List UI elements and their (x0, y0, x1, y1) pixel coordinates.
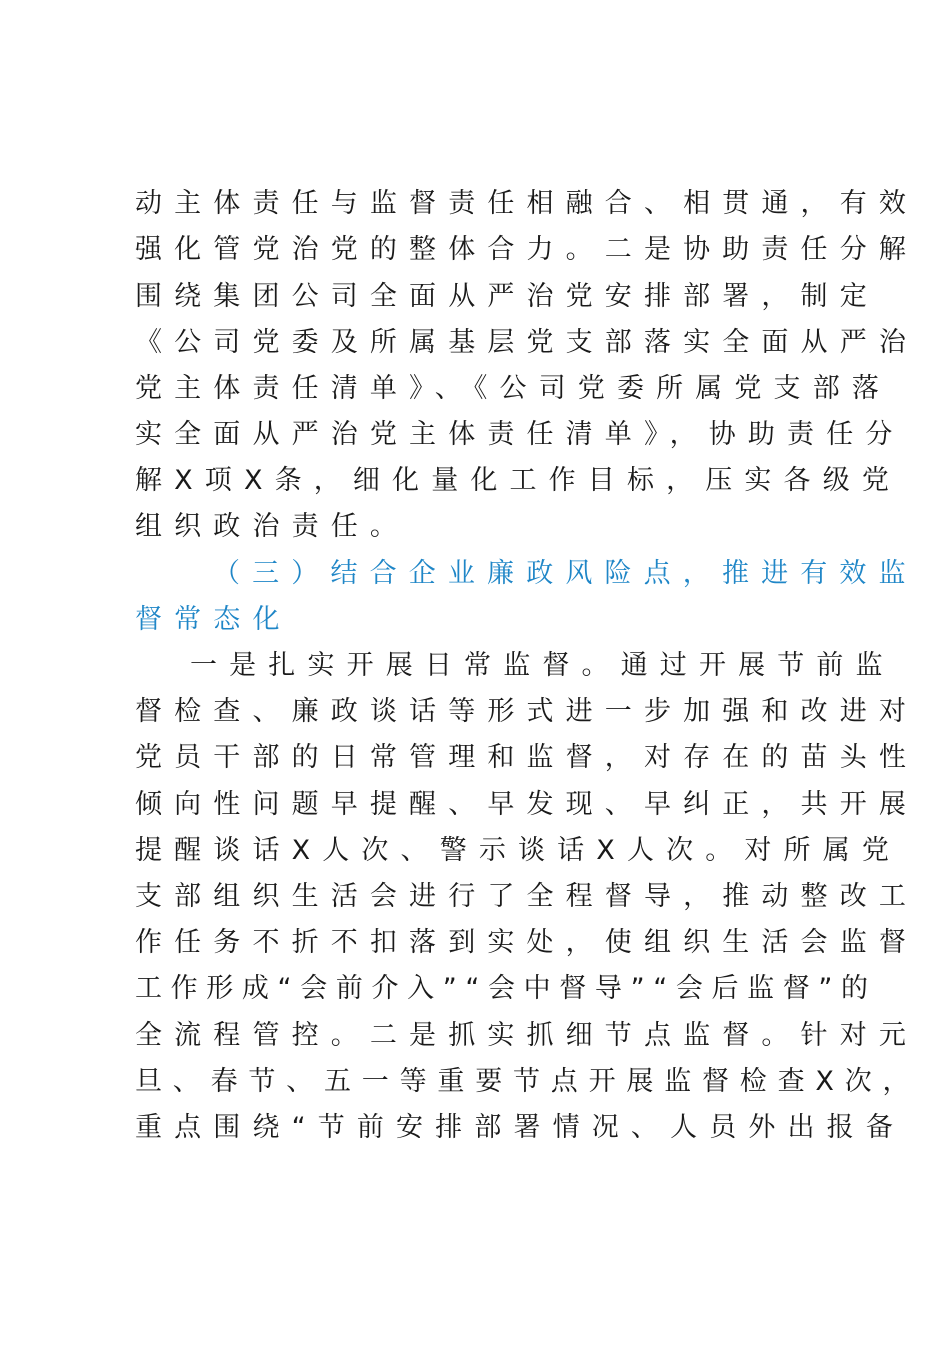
body-text-line: 围绕集团公司全面从严治党安排部署，制定 (135, 281, 879, 312)
body-text-line: 动主体责任与监督责任相融合、相贯通，有效 (135, 188, 918, 219)
section-heading-continuation: 督常态化 (135, 604, 292, 635)
body-text-line: 旦、春节、五一等重要节点开展监督检查X次， (135, 1066, 921, 1097)
body-text-line: 解X项X条，细化量化工作目标，压实各级党 (135, 465, 901, 496)
paragraph-first-line: 一是扎实开展日常监督。通过开展节前监 (190, 650, 895, 681)
body-text-line: 组织政治责任。 (135, 511, 410, 542)
body-text-line: 实全面从严治党主体责任清单》，协助责任分 (135, 419, 905, 450)
body-text-line: 倾向性问题早提醒、早发现、早纠正，共开展 (135, 789, 918, 820)
body-text-line: 全流程管控。二是抓实抓细节点监督。针对元 (135, 1020, 918, 1051)
body-text-line: 工作形成“会前介入”“会中督导”“会后监督”的 (135, 973, 877, 1004)
section-heading: （三）结合企业廉政风险点，推进有效监 (213, 558, 918, 589)
body-text-line: 提醒谈话X人次、警示谈话X人次。对所属党 (135, 835, 901, 866)
body-text-line: 支部组织生活会进行了全程督导，推动整改工 (135, 881, 918, 912)
body-text-line: 《公司党委及所属基层党支部落实全面从严治 (135, 327, 918, 358)
body-text-line: 党员干部的日常管理和监督，对存在的苗头性 (135, 742, 918, 773)
body-text-line: 党主体责任清单》、《公司党委所属党支部落 (135, 373, 891, 404)
body-text-line: 作任务不折不扣落到实处，使组织生活会监督 (135, 927, 918, 958)
body-text-line: 强化管党治党的整体合力。二是协助责任分解 (135, 234, 918, 265)
body-text-line: 重点围绕“节前安排部署情况、人员外出报备 (135, 1112, 905, 1143)
body-text-line: 督检查、廉政谈话等形式进一步加强和改进对 (135, 696, 918, 727)
